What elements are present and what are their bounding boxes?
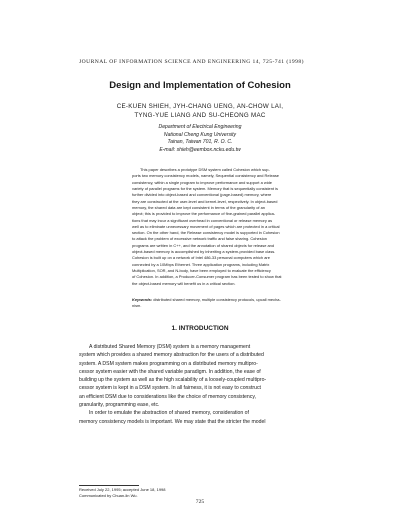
footnote-received: Received July 22, 1995; accepted June 18, 1998 — [79, 487, 166, 492]
abstract-line: further divided into object-based and conventional (page-based) memory, where — [132, 192, 272, 198]
body-line: In order to emulate the abstraction of shared memory, consideration of — [89, 410, 249, 417]
affiliation-email: E-mail: shieh@eembox.ncku.edu.tw — [159, 146, 241, 153]
abstract-line: object-based memory is accomplished by inheriting a system-provided base class. — [132, 249, 276, 255]
abstract-line: This paper describes a prototype DSM system called Cohesion which sup- — [140, 167, 270, 172]
body-line: cessor system is kept in a DSM system. In all fairness, it is not easy to construct — [79, 385, 261, 392]
abstract-line: they are constructed at the user-level and kernel-level, respectively. In object-based — [132, 198, 278, 204]
body-line: system. A DSM system makes programming on a distributed memory multipro- — [79, 360, 258, 367]
abstract — [132, 167, 350, 287]
abstract-line: well as to eliminate unnecessary movement of pages which are protected in a critical — [132, 223, 280, 229]
footnotes — [79, 487, 166, 499]
body-line: an efficient DSM due to considerations like the choice of memory consistency, — [79, 393, 256, 400]
body-line: A distributed Shared Memory (DSM) system is a memory management — [89, 344, 251, 350]
abstract-line: Multiplication, SOR, and N-body, have been employed to evaluate the efficiency — [132, 268, 271, 273]
keywords-text: distributed shared memory, multiple consistency protocols, upcall mecha- — [153, 297, 281, 302]
keywords-text: nism. — [132, 303, 142, 309]
affiliation-university: National Cheng Kung University — [163, 131, 237, 138]
keywords-label: Keywords: — [132, 297, 153, 302]
page-number: 725 — [195, 499, 205, 505]
body-line: cessor system easier with the shared variable paradigm. In addition, the ease of — [79, 368, 261, 375]
abstract-line: ports two memory consistency models, namely, Sequential consistency and Release — [132, 173, 279, 179]
abstract-line: programs are written in C++, and the annotation of shared objects for release and — [132, 242, 275, 248]
journal-header: JOURNAL OF INFORMATION SCIENCE AND ENGINEERING 14, 725-741 (1998) — [79, 59, 304, 65]
abstract-line: of Cohesion. In addition, a Producer-Consumer program has been tested to show that — [132, 274, 282, 280]
abstract-line: object; this is provided to improve the performance of fine-grained parallel applica- — [132, 211, 276, 217]
abstract-line: the object-based memory will benefit us in a critical section. — [132, 280, 236, 286]
abstract-line: to attack the problem of excessive network traffic and false sharing. Cohesion — [132, 236, 267, 242]
abstract-line: connected by a 10Mbps Ethernet. Three application programs, including Matrix — [132, 261, 270, 267]
abstract-line: memory, the shared data are kept consistent in terms of the granularity of an — [132, 204, 265, 210]
author-list — [0, 103, 400, 120]
body-line: granularity, programming ease, etc. — [79, 402, 160, 409]
section-heading: 1. INTRODUCTION — [171, 325, 229, 332]
author-line: TYNG-YUE LIANG AND SU-CHEONG MAC — [134, 111, 266, 119]
body-text — [79, 343, 349, 426]
abstract-line: section. On the other hand, the Release consistency model is supported in Cohesion — [132, 230, 280, 236]
body-line: system which provides a shared memory abstraction for the users of a distributed — [79, 352, 264, 359]
affiliation-department: Department of Electrical Engineering — [158, 124, 242, 130]
author-line: CE-KUEN SHIEH, JYH-CHANG UENG, AN-CHOW LAI, — [116, 103, 284, 110]
body-line: building up the system as well as the high scalability of a loosely-coupled multipro- — [79, 377, 267, 384]
affiliation — [0, 124, 400, 154]
affiliation-address: Tainan, Taiwan 701, R. O. C. — [167, 139, 233, 145]
footnote-communicated: Communicated by Chuan-lin Wu. — [79, 493, 138, 498]
keywords — [132, 297, 350, 310]
footnote-divider — [79, 485, 139, 486]
abstract-line: variety of parallel programs for the system. Memory that is sequentially consistent is — [132, 185, 278, 191]
body-line: memory consistency models is important. We may state that the stricter the model — [79, 418, 266, 425]
paper-title: Design and Implementation of Cohesion — [109, 80, 291, 91]
abstract-line: Cohesion is built up on a network of Intel 486-33 personal computers which are — [132, 255, 270, 261]
abstract-line: tions that may incur a significant overhead in conventional or release memory as — [132, 217, 273, 223]
abstract-line: consistency, within a single program to improve performance and support a wide — [132, 179, 272, 185]
